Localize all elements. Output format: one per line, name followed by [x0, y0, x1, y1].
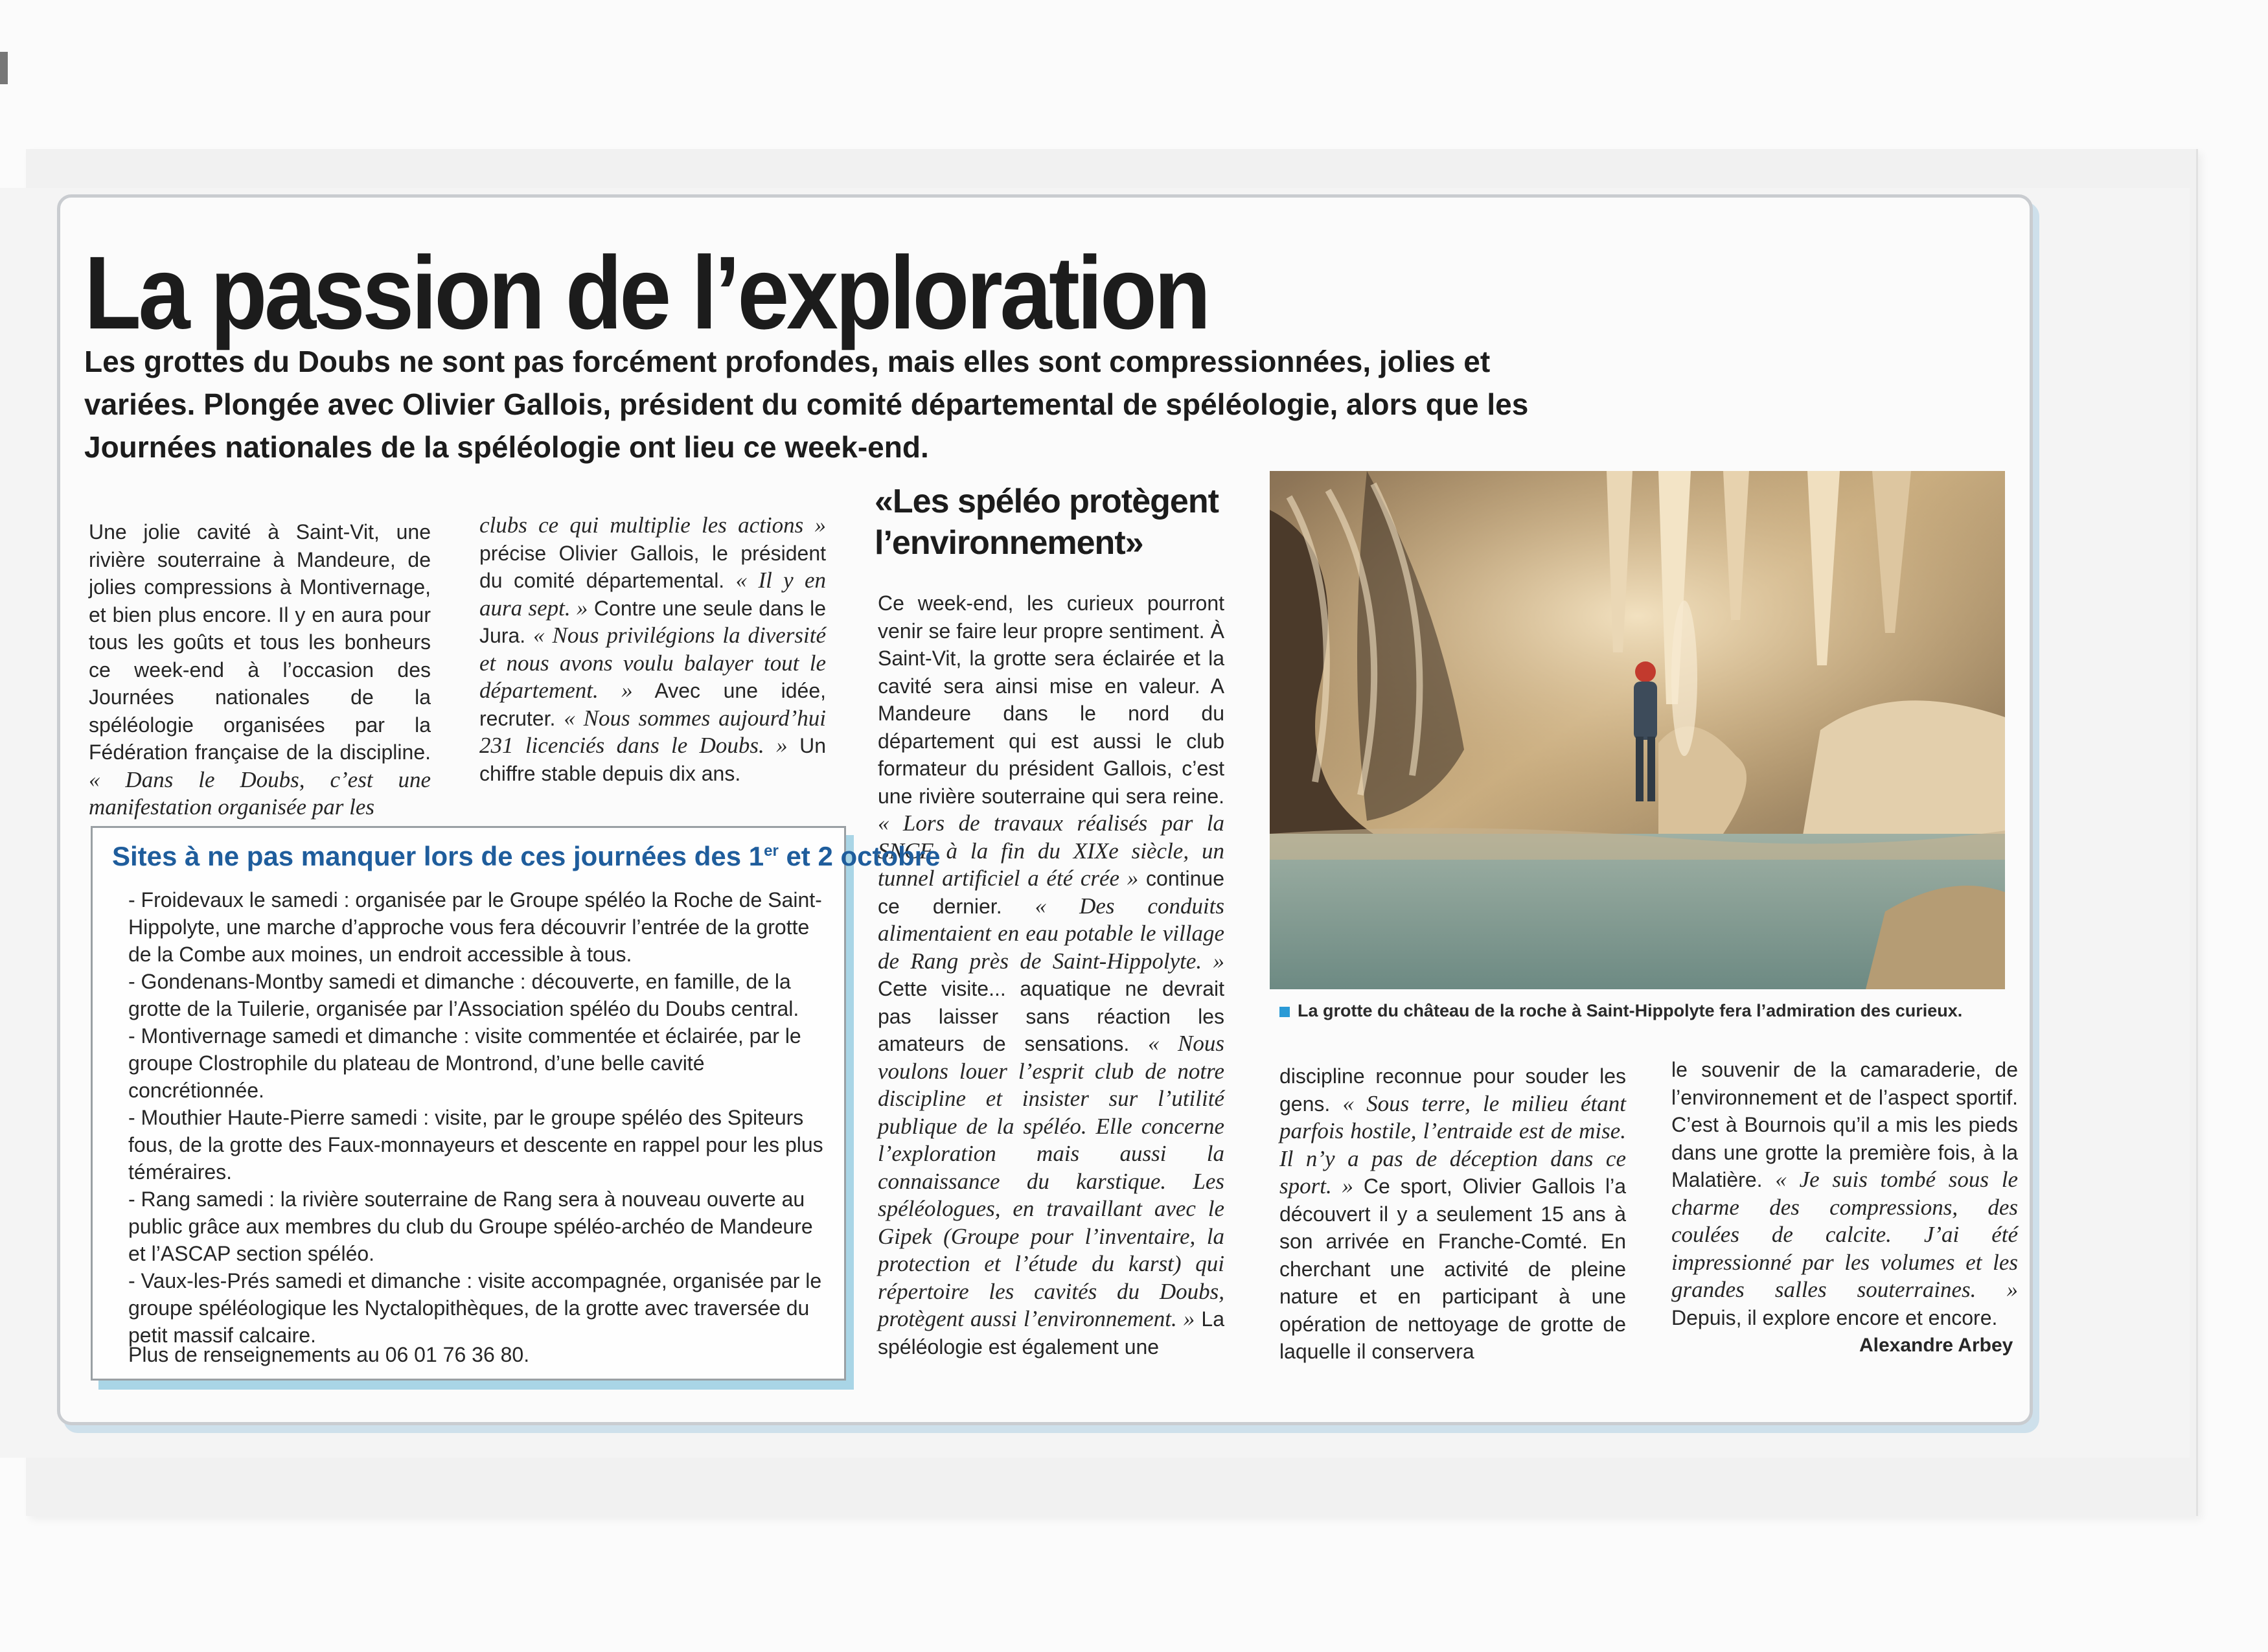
column-quote: « Des conduits alimentaient en eau potable le village de Rang près de Saint-Hippolyte. »: [878, 893, 1225, 974]
cave-photo: [1270, 471, 2005, 989]
site-item-froidevaux: - Froidevaux le samedi : organisée par le Groupe spéléo la Roche de Saint-Hippolyte, une marche d’approche vous fera découvrir l’entrée de la grotte de la Combe aux moines, un endroit accessible à tous.: [128, 888, 822, 966]
column-quote: « Nous privilégions la diversité et nous avons voulu balayer tout le département. »: [479, 623, 826, 703]
article-byline: Alexandre Arbey: [1859, 1335, 2013, 1356]
column-text: discipline reconnue pour souder les gens.: [1279, 1064, 1626, 1116]
sites-list: [128, 886, 828, 1349]
column-text: Depuis, il explore encore et encore.: [1671, 1305, 1998, 1329]
column-quote: « Je suis tombé sous le charme des compressions, des coulées de calcite. J’ai été impressionné par les volumes et les grandes salles souterraines. »: [1671, 1167, 2018, 1302]
sidebox-title-start: Sites à ne pas manquer lors de ces journées des 1: [112, 841, 764, 871]
sidebox-title-end: et 2 octobre: [778, 841, 941, 871]
column-text: Ce week-end, les curieux pourront venir se faire leur propre sentiment. À Saint-Vit, la grotte sera éclairée et la cavité sera ainsi mise en valeur. A Mandeure dans le nord du département qui est aussi le club formateur du président Gallois, c’est une rivière souterraine qui sera reine.: [878, 591, 1224, 808]
site-item-rang: - Rang samedi : la rivière souterraine de Rang sera à nouveau ouverte au public grâce aux membres du club du Groupe spéléo-archéo de Mandeure et l’ASCAP section spéléo.: [128, 1187, 813, 1265]
column-quote: clubs ce qui multiplie les actions »: [479, 512, 826, 538]
column-text: Un chiffre stable depuis dix ans.: [479, 734, 827, 785]
article-title: La passion de l’exploration: [84, 235, 1208, 350]
scan-edge-mark: [0, 52, 8, 84]
caption-marker-icon: [1279, 1007, 1290, 1017]
sites-sidebox: [91, 826, 941, 1381]
column-text: Une jolie cavité à Saint-Vit, une rivière souterraine à Mandeure, de jolies compressions à Montivernage, et bien plus encore. Il y en aura pour tous les goûts et tous les bonheurs ce week-end à l’occasion des Journées nationales de la spéléologie organisées par la Fédération française de la discipline.: [89, 520, 431, 764]
caption-text: La grotte du château de la roche à Saint-Hippolyte fera l’admiration des curieux.: [1298, 1001, 1963, 1020]
column-text: Cette visite... aquatique ne devrait pas laisser sans réaction les amateurs de sensations.: [878, 977, 1224, 1055]
article-column-2: [479, 512, 826, 787]
column-text: La spéléologie est également une: [878, 1307, 1225, 1359]
column-text: Ce sport, Olivier Gallois l’a découvert il y a seulement 15 ans à son arrivée en Franche-Comté. En cherchant une activité de pleine nature et en participant à une opération de nettoyage de grotte de laquelle il conservera: [1279, 1175, 1627, 1363]
article-lead: Les grottes du Doubs ne sont pas forcément profondes, mais elles sont compressionnées, jolies et variées. Plongée avec Olivier Gallois, président du comité départemental de spéléologie, alors que les Journées nationales de la spéléologie ont lieu ce week-end.: [84, 345, 1529, 464]
sidebox-title: [112, 841, 941, 872]
column-quote: « Lors de travaux réalisés par la SNCF à la fin du XIXe siècle, un tunnel artificiel a été crée »: [878, 810, 1224, 891]
site-item-montivernage: - Montivernage samedi et dimanche : visite commentée et éclairée, par le groupe Clostrophile du plateau de Montrond, d’une belle cavité concrétionnée.: [128, 1024, 801, 1102]
column-quote: « Nous voulons louer l’esprit club de notre discipline et insister sur l’utilité publique de la spéléo. Elle concerne l’exploration mais aussi la connaissance du karstique. Les spéléologues, en travaillant avec le Gipek (Groupe pour l’inventaire, la protection et l’étude du karst) qui répertoire les cavités du Doubs, protègent aussi l’environnement. »: [878, 1031, 1224, 1331]
photo-caption: [1279, 1001, 1962, 1021]
article-column-1: [89, 518, 431, 821]
cave-illustration: [1270, 471, 2005, 989]
article-subhead: «Les spéléo protègent l’environnement»: [875, 483, 1219, 562]
article-column-3: [878, 590, 1224, 1360]
column-quote: « Dans le Doubs, c’est une manifestation organisée par les: [89, 766, 431, 820]
site-item-vaux-les-pres: - Vaux-les-Prés samedi et dimanche : visite accompagnée, organisée par le groupe spéléologique les Nyctalopithèques, de la grotte avec traversée du petit massif calcaire.: [128, 1269, 822, 1347]
sidebox-title-superscript: er: [764, 842, 779, 860]
sidebox-contact: Plus de renseignements au 06 01 76 36 80.: [128, 1343, 530, 1366]
article-column-4: [1279, 1062, 1626, 1366]
site-item-gondenans-montby: - Gondenans-Montby samedi et dimanche : découverte, en famille, de la grotte de la Tuilerie, organisée par l’Association spéléo du Doubs central.: [128, 970, 799, 1020]
column-quote: « Nous sommes aujourd’hui 231 licenciés dans le Doubs. »: [479, 705, 827, 758]
site-item-mouthier-haute-pierre: - Mouthier Haute-Pierre samedi : visite, par le groupe spéléo des Spiteurs fous, de la grotte des Faux-monnayeurs et descente en rappel pour les plus téméraires.: [128, 1106, 823, 1184]
column-text: le souvenir de la camaraderie, de l’environnement et de l’aspect sportif. C’est à Bournois qu’il a mis les pieds dans une grotte la première fois, à la Malatière.: [1671, 1058, 2018, 1191]
article-column-5: [1671, 1056, 2018, 1331]
column-quote: « Sous terre, le milieu étant parfois hostile, l’entraide est de mise. Il n’y a pas de déception dans ce sport. »: [1279, 1090, 1626, 1199]
column-text: Avec une idée, recruter.: [479, 679, 827, 730]
column-text: continue ce dernier.: [878, 867, 1224, 918]
column-quote: « Il y en aura sept. »: [479, 568, 827, 621]
column-text: précise Olivier Gallois, le président du comité départemental.: [479, 541, 826, 592]
column-text: Contre une seule dans le Jura.: [479, 596, 827, 647]
